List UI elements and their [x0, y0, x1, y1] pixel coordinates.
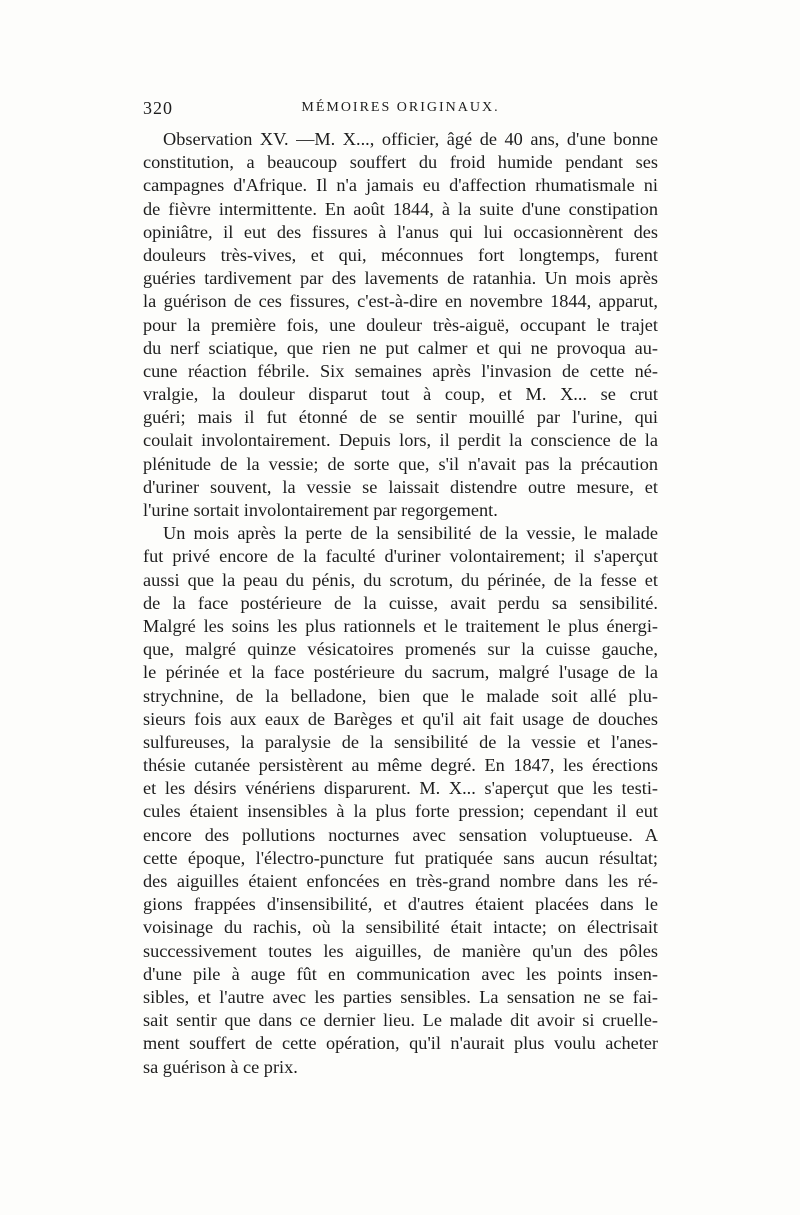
- text-line: coulait involontairement. Depuis lors, il perdit la conscience de la: [143, 430, 658, 451]
- text-line: plénitude de la vessie; de sorte que, s'il n'avait pas la précaution: [143, 453, 658, 474]
- text-line: sait sentir que dans ce dernier lieu. Le malade dit avoir si cruelle-: [143, 1010, 658, 1031]
- text-line: et les désirs vénériens disparurent. M. X... s'aperçut que les testi-: [143, 778, 658, 799]
- text-line: strychnine, de la belladone, bien que le malade soit allé plu-: [143, 685, 658, 706]
- text-line: le périnée et la face postérieure du sacrum, malgré l'usage de la: [143, 662, 658, 683]
- text-line: cules étaient insensibles à la plus forte pression; cependant il eut: [143, 801, 658, 822]
- text-line: du nerf sciatique, que rien ne put calmer et qui ne provoqua au-: [143, 337, 658, 358]
- text-line: cette époque, l'électro-puncture fut pratiquée sans aucun résultat;: [143, 847, 658, 868]
- running-title: MÉMOIRES ORIGINAUX.: [301, 100, 500, 115]
- text-line: sibles, et l'autre avec les parties sensibles. La sensation ne se fai-: [143, 986, 658, 1007]
- page-number: 320: [143, 98, 173, 118]
- text-line: gions frappées d'insensibilité, et d'autres étaient placées dans le: [143, 894, 658, 915]
- text-line: pour la première fois, une douleur très-aiguë, occupant le trajet: [143, 314, 658, 335]
- text-line: opiniâtre, il eut des fissures à l'anus qui lui occasionnèrent des: [143, 221, 658, 242]
- text-line: successivement toutes les aiguilles, de manière qu'un des pôles: [143, 940, 658, 961]
- text-line: aussi que la peau du pénis, du scrotum, du périnée, de la fesse et: [143, 569, 658, 590]
- text-line: campagnes d'Afrique. Il n'a jamais eu d'affection rhumatismale ni: [143, 175, 658, 196]
- text-line: guéri; mais il fut étonné de se sentir mouillé par l'urine, qui: [143, 407, 658, 428]
- text-line: de la face postérieure de la cuisse, avait perdu sa sensibilité.: [143, 592, 658, 613]
- text-line: d'une pile à auge fût en communication avec les points insen-: [143, 963, 658, 984]
- text-line: Observation XV. —M. X..., officier, âgé de 40 ans, d'une bonne: [163, 129, 658, 149]
- text-line: Malgré les soins les plus rationnels et le traitement le plus énergi-: [143, 615, 658, 636]
- body-text: [143, 128, 658, 1079]
- text-line: constitution, a beaucoup souffert du froid humide pendant ses: [143, 152, 658, 173]
- text-line: des aiguilles étaient enfoncées en très-grand nombre dans les ré-: [143, 871, 658, 891]
- text-line: guéries tardivement par des lavements de ratanhia. Un mois après: [143, 268, 658, 289]
- text-line: thésie cutanée persistèrent au même degré. En 1847, les érections: [143, 755, 658, 776]
- text-line: de fièvre intermittente. En août 1844, à la suite d'une constipation: [143, 198, 658, 219]
- text-line: encore des pollutions nocturnes avec sensation voluptueuse. A: [143, 824, 658, 845]
- text-line: Un mois après la perte de la sensibilité de la vessie, le malade: [163, 523, 658, 544]
- text-line: d'uriner souvent, la vessie se laissait distendre outre mesure, et: [143, 476, 658, 497]
- text-line: cune réaction fébrile. Six semaines après l'invasion de cette né-: [143, 360, 658, 381]
- text-line: la guérison de ces fissures, c'est-à-dire en novembre 1844, apparut,: [143, 291, 658, 312]
- running-head: [143, 98, 658, 124]
- text-line: sa guérison à ce prix.: [143, 1056, 298, 1077]
- text-line: ment souffert de cette opération, qu'il n'aurait plus voulu acheter: [143, 1033, 658, 1054]
- text-line: fut privé encore de la faculté d'uriner volontairement; il s'aperçut: [143, 546, 658, 567]
- text-line: l'urine sortait involontairement par regorgement.: [143, 500, 498, 520]
- text-line: douleurs très-vives, et qui, méconnues fort longtemps, furent: [143, 244, 658, 265]
- text-line: voisinage du rachis, où la sensibilité était intacte; on électrisait: [143, 917, 658, 938]
- text-line: sulfureuses, la paralysie de la sensibilité de la vessie et l'anes-: [143, 731, 658, 752]
- text-line: vralgie, la douleur disparut tout à coup, et M. X... se crut: [143, 384, 658, 405]
- text-line: sieurs fois aux eaux de Barèges et qu'il ait fait usage de douches: [143, 708, 658, 729]
- text-line: que, malgré quinze vésicatoires promenés sur la cuisse gauche,: [143, 639, 658, 660]
